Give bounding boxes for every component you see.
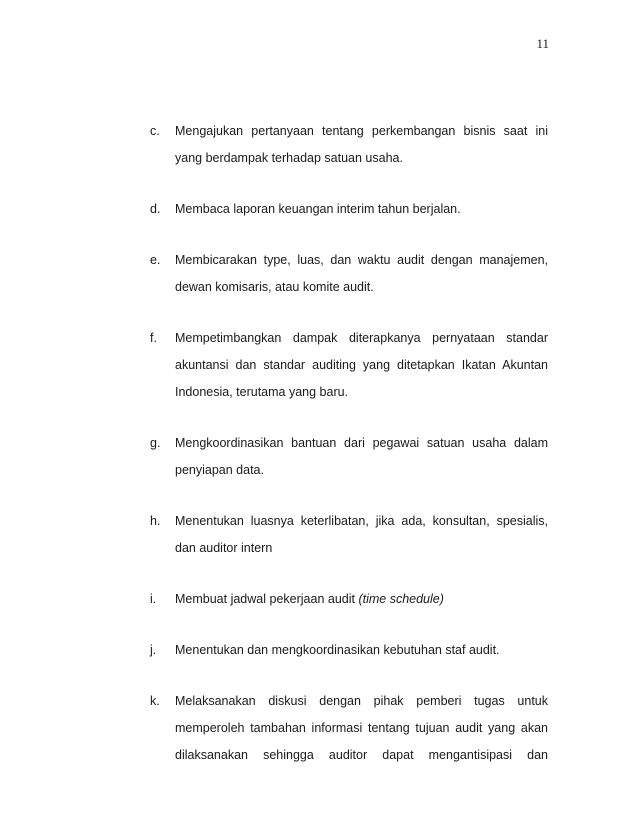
list-item-text: Mempetimbangkan dampak diterapkanya pernyataan standar akuntansi dan standar auditing yang ditetapkan Ikatan Akuntan Indonesia, terutama yang baru. <box>175 331 548 399</box>
list-item-text: Menentukan luasnya keterlibatan, jika ada, konsultan, spesialis, dan auditor intern <box>175 514 548 555</box>
list-item-i <box>150 586 548 613</box>
list-marker: e. <box>150 253 161 267</box>
list-marker: k. <box>150 694 160 708</box>
list-item-text-italic: (time schedule) <box>358 592 444 606</box>
list-item-e <box>150 247 548 301</box>
list-item-text: Mengkoordinasikan bantuan dari pegawai satuan usaha dalam penyiapan data. <box>175 436 548 477</box>
list-item-text <box>150 586 548 613</box>
list-item-text: Membaca laporan keuangan interim tahun berjalan. <box>175 202 461 216</box>
list-marker: f. <box>150 331 157 345</box>
list-marker: d. <box>150 202 161 216</box>
list-item-h <box>150 508 548 562</box>
list-item-text: Melaksanakan diskusi dengan pihak pemberi tugas untuk memperoleh tambahan informasi tentang tujuan audit yang akan dilaksanakan sehingga auditor dapat mengantisipasi dan <box>175 694 548 762</box>
list-item-k <box>150 688 548 769</box>
list-item-d <box>150 196 548 223</box>
list-item-text: Mengajukan pertanyaan tentang perkembangan bisnis saat ini yang berdampak terhadap satuan usaha. <box>175 124 548 165</box>
list-marker: c. <box>150 124 160 138</box>
page-number: 11 <box>536 36 549 51</box>
list-marker: g. <box>150 436 161 450</box>
list-marker: h. <box>150 514 161 528</box>
list-marker: j. <box>150 643 157 657</box>
list-item-g <box>150 430 548 484</box>
list-item-f <box>150 325 548 406</box>
list-item-j <box>150 637 548 664</box>
list-item-text-main: Membuat jadwal pekerjaan audit <box>175 592 355 606</box>
list-item-text: Menentukan dan mengkoordinasikan kebutuhan staf audit. <box>175 643 500 657</box>
list-item-text: Membicarakan type, luas, dan waktu audit dengan manajemen, dewan komisaris, atau komite audit. <box>175 253 548 294</box>
procedure-list <box>150 118 548 793</box>
list-marker: i. <box>150 592 157 606</box>
list-item-c <box>150 118 548 172</box>
